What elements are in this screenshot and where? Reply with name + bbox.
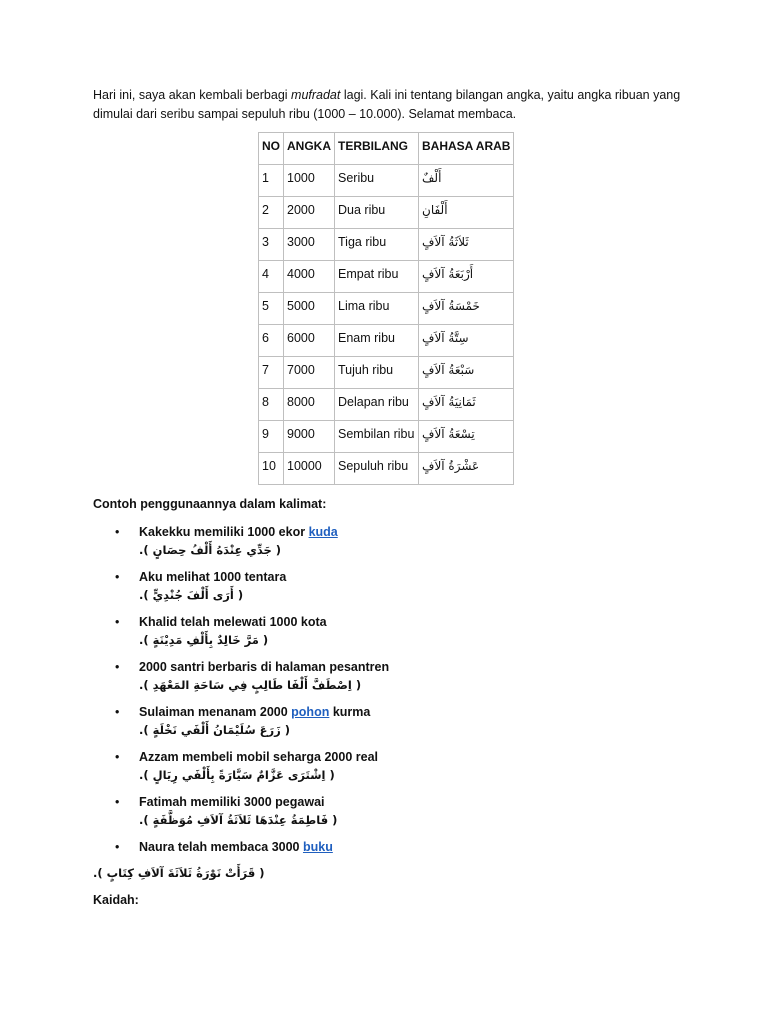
- table-row: [259, 165, 514, 197]
- example-text: Sulaiman menanam 2000: [139, 705, 292, 719]
- example-text: Khalid telah melewati 1000 kota: [139, 615, 327, 629]
- cell-angka: 10000: [284, 453, 335, 485]
- table-row: [259, 453, 514, 485]
- example-arabic: ( أَرَى أَلْفَ جُنْدِيٍّ ).: [139, 588, 244, 602]
- cell-no: 4: [259, 261, 284, 293]
- bullet-icon: •: [115, 615, 120, 629]
- bullet-icon: •: [115, 840, 120, 854]
- list-item: [93, 568, 653, 613]
- example-arabic: ( اِشْتَرَى عَزَّامٌ سَيَّارَةً بِأَلْفَي رِيَالٍ ).: [139, 768, 335, 782]
- table-row: [259, 261, 514, 293]
- table-header-row: [259, 133, 514, 165]
- cell-no: 8: [259, 389, 284, 421]
- cell-angka: 8000: [284, 389, 335, 421]
- cell-arab: عَشْرَةُ آلاَفٍ: [419, 453, 514, 485]
- bullet-icon: •: [115, 705, 120, 719]
- intro-italic-term: mufradat: [291, 88, 341, 102]
- cell-angka: 1000: [284, 165, 335, 197]
- examples-list: [93, 523, 653, 883]
- cell-arab: ثَمَانِيَةُ آلاَفٍ: [419, 389, 514, 421]
- cell-no: 10: [259, 453, 284, 485]
- list-item: [93, 613, 653, 658]
- list-item: [93, 523, 653, 568]
- table-row: [259, 229, 514, 261]
- example-arabic: ( اِصْطَفَّ أَلْفَا طَالِبٍ فِي سَاحَةِ المَعْهَدِ ).: [139, 678, 362, 692]
- cell-arab: سَبْعَةُ آلاَفٍ: [419, 357, 514, 389]
- cell-arab: ثَلاَثَةُ آلاَفٍ: [419, 229, 514, 261]
- cell-arab: سِتَّةُ آلاَفٍ: [419, 325, 514, 357]
- examples-heading: Contoh penggunaannya dalam kalimat:: [93, 497, 327, 511]
- example-text: Kakekku memiliki 1000 ekor: [139, 525, 309, 539]
- cell-arab: تِسْعَةُ آلاَفٍ: [419, 421, 514, 453]
- example-arabic: ( فَاطِمَةُ عِنْدَهَا ثَلاَثَةُ آلاَفِ مُوَظَّفَةٍ ).: [139, 813, 338, 827]
- table-row: [259, 389, 514, 421]
- bullet-icon: •: [115, 750, 120, 764]
- cell-terbilang: Dua ribu: [335, 197, 419, 229]
- cell-angka: 9000: [284, 421, 335, 453]
- list-item: [93, 703, 653, 748]
- table-row: [259, 197, 514, 229]
- example-arabic: ( زَرَعَ سُلَيْمَانُ أَلْفَي نَخْلَةٍ ).: [139, 723, 290, 737]
- table-row: [259, 325, 514, 357]
- table-row: [259, 293, 514, 325]
- example-arabic: ( مَرَّ خَالِدٌ بِأَلْفِ مَدِيْنَةٍ ).: [139, 633, 269, 647]
- list-item: [93, 793, 653, 838]
- cell-angka: 5000: [284, 293, 335, 325]
- cell-arab: أَرْبَعَةُ آلاَفٍ: [419, 261, 514, 293]
- link-kuda[interactable]: kuda: [308, 525, 338, 539]
- table-row: [259, 357, 514, 389]
- cell-angka: 4000: [284, 261, 335, 293]
- cell-terbilang: Seribu: [335, 165, 419, 197]
- cell-terbilang: Sembilan ribu: [335, 421, 419, 453]
- header-bahasa-arab: BAHASA ARAB: [419, 133, 514, 165]
- cell-no: 1: [259, 165, 284, 197]
- kaidah-heading: Kaidah:: [93, 893, 139, 907]
- intro-paragraph: [93, 86, 683, 124]
- cell-terbilang: Delapan ribu: [335, 389, 419, 421]
- list-item: [93, 658, 653, 703]
- cell-angka: 7000: [284, 357, 335, 389]
- header-terbilang: TERBILANG: [335, 133, 419, 165]
- intro-text-2: lagi. Kali ini tentang bilangan angka, yaitu angka ribuan yang dimulai dari seribu sampai sepuluh ribu (1000 – 10.000). Selamat membaca.: [93, 88, 681, 121]
- example-text: Naura telah membaca 3000: [139, 840, 303, 854]
- cell-no: 3: [259, 229, 284, 261]
- example-text: Azzam membeli mobil seharga 2000 real: [139, 750, 378, 764]
- example-text: 2000 santri berbaris di halaman pesantren: [139, 660, 390, 674]
- link-pohon[interactable]: pohon: [291, 705, 330, 719]
- cell-arab: خَمْسَةُ آلاَفٍ: [419, 293, 514, 325]
- list-item: [93, 748, 653, 793]
- cell-arab: أَلْفَانِ: [419, 197, 514, 229]
- number-table: [258, 132, 514, 485]
- cell-terbilang: Tujuh ribu: [335, 357, 419, 389]
- cell-terbilang: Lima ribu: [335, 293, 419, 325]
- bullet-icon: •: [115, 795, 120, 809]
- example-arabic: ( جَدِّي عِنْدَهُ أَلْفُ حِصَانٍ ).: [139, 543, 282, 557]
- cell-arab: أَلْفٌ: [419, 165, 514, 197]
- bullet-icon: •: [115, 525, 120, 539]
- cell-terbilang: Enam ribu: [335, 325, 419, 357]
- example-text-suffix: kurma: [329, 705, 371, 719]
- bullet-icon: •: [115, 660, 120, 674]
- link-buku[interactable]: buku: [302, 840, 333, 854]
- example-text: Fatimah memiliki 3000 pegawai: [139, 795, 325, 809]
- cell-terbilang: Tiga ribu: [335, 229, 419, 261]
- cell-angka: 3000: [284, 229, 335, 261]
- cell-no: 9: [259, 421, 284, 453]
- table-row: [259, 421, 514, 453]
- bullet-icon: •: [115, 570, 120, 584]
- cell-no: 7: [259, 357, 284, 389]
- cell-angka: 6000: [284, 325, 335, 357]
- intro-text-1: Hari ini, saya akan kembali berbagi: [93, 88, 292, 102]
- cell-no: 2: [259, 197, 284, 229]
- cell-no: 6: [259, 325, 284, 357]
- last-example-arabic: ( قَرَأَتْ نَوْرَةُ ثَلاَثَةَ آلاَفِ كِتَابٍ ).: [93, 866, 265, 880]
- header-angka: ANGKA: [284, 133, 335, 165]
- cell-terbilang: Sepuluh ribu: [335, 453, 419, 485]
- cell-no: 5: [259, 293, 284, 325]
- example-text: Aku melihat 1000 tentara: [139, 570, 287, 584]
- header-no: NO: [259, 133, 284, 165]
- cell-angka: 2000: [284, 197, 335, 229]
- cell-terbilang: Empat ribu: [335, 261, 419, 293]
